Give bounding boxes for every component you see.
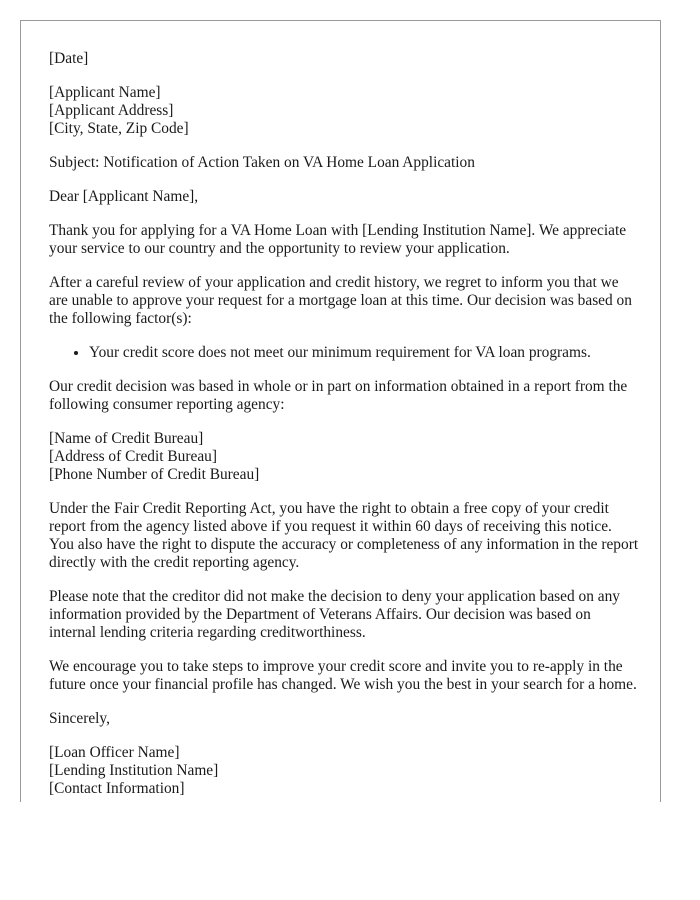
loan-officer-name: [Loan Officer Name]	[49, 744, 180, 761]
salutation: Dear [Applicant Name],	[49, 188, 199, 205]
date-line	[49, 50, 639, 68]
signature-block	[49, 744, 639, 798]
letter-date: [Date]	[49, 50, 89, 67]
credit-bureau-block	[49, 430, 639, 484]
closing: Sincerely,	[49, 710, 110, 727]
bureau-phone: [Phone Number of Credit Bureau]	[49, 466, 260, 483]
contact-information: [Contact Information]	[49, 780, 185, 797]
applicant-name: [Applicant Name]	[49, 84, 161, 101]
bureau-name: [Name of Credit Bureau]	[49, 430, 204, 447]
paragraph-agency: Our credit decision was based in whole or in part on information obtained in a report from the following consumer reporting agency:	[49, 378, 628, 413]
letter-body	[49, 50, 639, 802]
applicant-city-state-zip: [City, State, Zip Code]	[49, 120, 189, 137]
paragraph-review: After a careful review of your application and credit history, we regret to inform you that we are unable to approve your request for a mortgage loan at this time. Our decision was based on the following factor(s):	[49, 274, 632, 327]
paragraph-thanks: Thank you for applying for a VA Home Loan with [Lending Institution Name]. We appreciate your service to our country and the opportunity to review your application.	[49, 222, 627, 257]
decision-factor-item: • Your credit score does not meet our minimum requirement for VA loan programs.	[89, 344, 639, 362]
bureau-address: [Address of Credit Bureau]	[49, 448, 217, 465]
letter-page	[20, 20, 661, 802]
lending-institution-name: [Lending Institution Name]	[49, 762, 219, 779]
decision-factors-list	[49, 344, 639, 362]
paragraph-note: Please note that the creditor did not make the decision to deny your application based on any information provided by the Department of Veterans Affairs. Our decision was based on internal lending criteria regarding creditworthiness.	[49, 588, 621, 641]
applicant-address: [Applicant Address]	[49, 102, 174, 119]
applicant-address-block	[49, 84, 639, 138]
paragraph-encourage: We encourage you to take steps to improve your credit score and invite you to re-apply in the future once your financial profile has changed. We wish you the best in your search for a home.	[49, 658, 637, 693]
paragraph-fcra: Under the Fair Credit Reporting Act, you have the right to obtain a free copy of your credit report from the agency listed above if you request it within 60 days of receiving this notice. You also have the right to dispute the accuracy or completeness of any information in the report directly with the credit reporting agency.	[49, 500, 639, 571]
subject-line: Subject: Notification of Action Taken on VA Home Loan Application	[49, 154, 475, 171]
